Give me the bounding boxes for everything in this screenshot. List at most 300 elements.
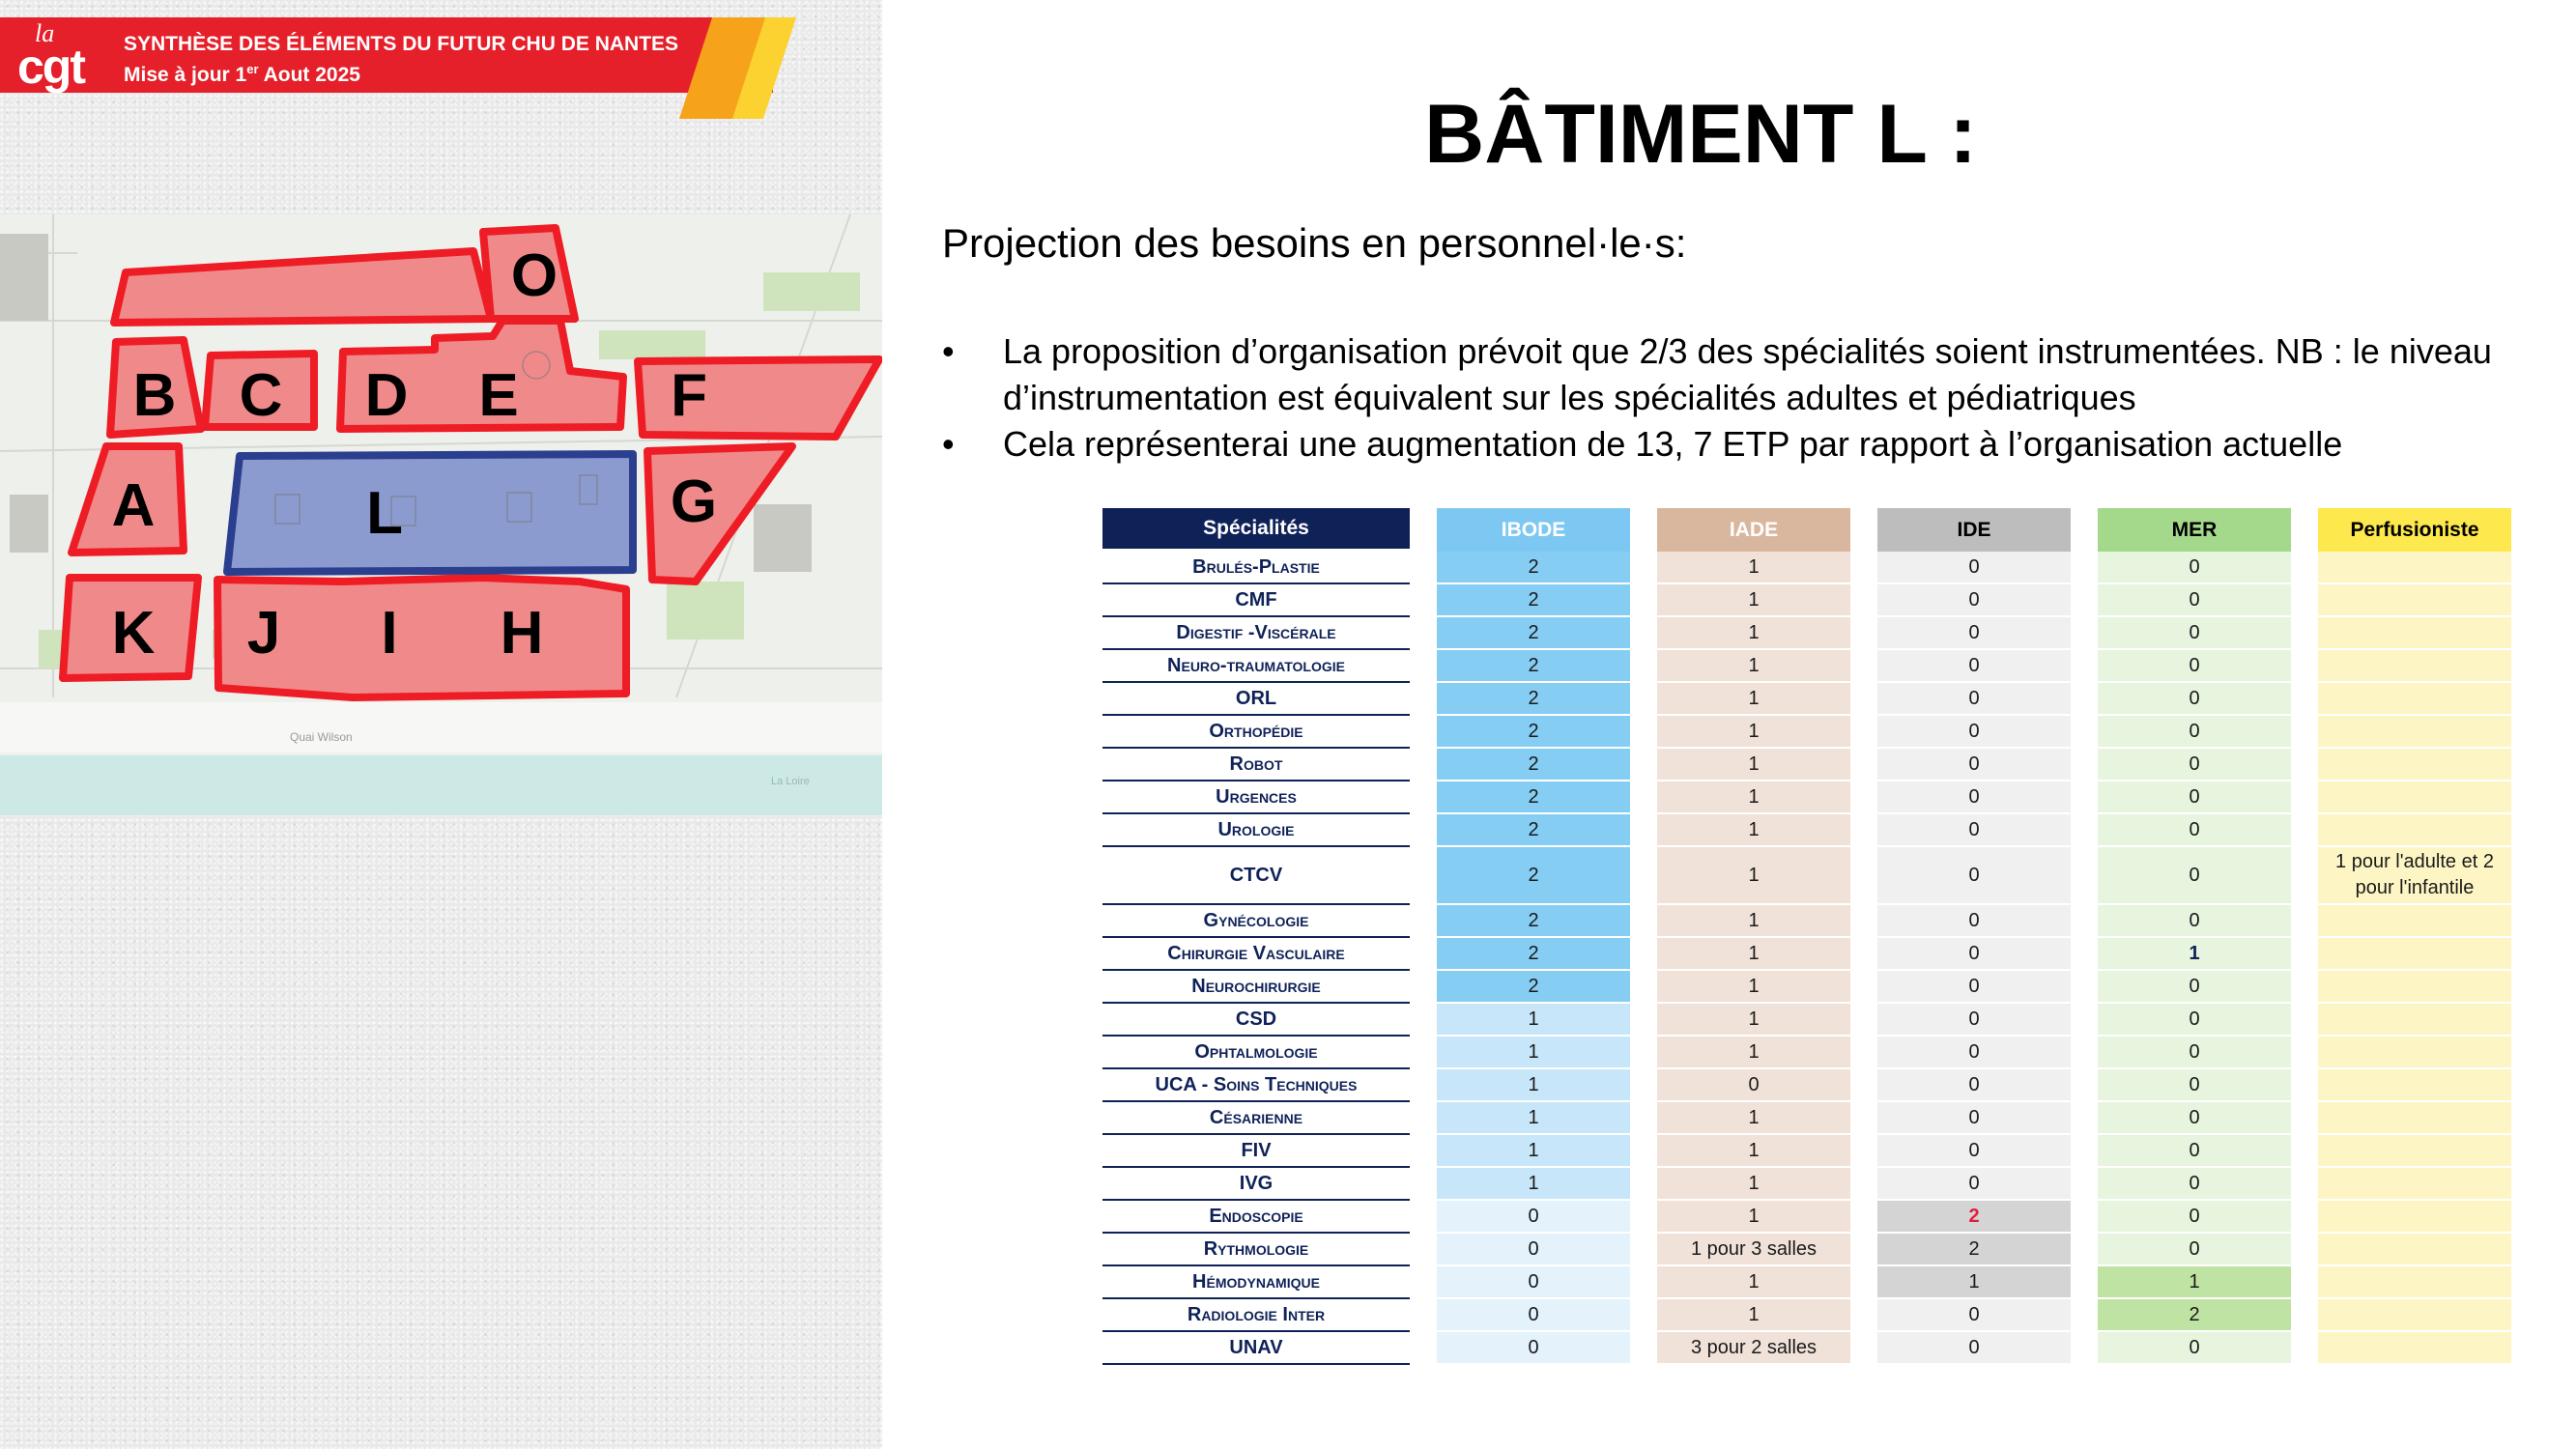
letter-f: F <box>671 362 707 429</box>
cell-perfusioniste <box>2318 1069 2511 1102</box>
cell-gap <box>2291 716 2318 749</box>
cell-mer: 0 <box>2098 814 2291 847</box>
banner-subtitle-pre: Mise à jour 1 <box>124 64 247 86</box>
cell-ide: 1 <box>1877 1266 2071 1299</box>
cell-ide: 0 <box>1877 716 2071 749</box>
cell-gap <box>1410 905 1437 938</box>
cell-gap <box>2071 1332 2098 1365</box>
table-row <box>1102 1004 2511 1037</box>
cell-iade: 1 <box>1657 1037 1850 1069</box>
cell-gap <box>1850 716 1877 749</box>
cell-specialite: CSD <box>1102 1004 1410 1037</box>
cell-ide: 0 <box>1877 1299 2071 1332</box>
cell-iade: 0 <box>1657 1069 1850 1102</box>
cell-ibode: 2 <box>1437 584 1630 617</box>
cell-gap <box>1850 1234 1877 1266</box>
cell-mer: 0 <box>2098 1234 2291 1266</box>
cell-iade: 1 <box>1657 716 1850 749</box>
cell-perfusioniste <box>2318 1037 2511 1069</box>
table-row <box>1102 781 2511 814</box>
cell-perfusioniste <box>2318 938 2511 971</box>
cell-ibode: 2 <box>1437 781 1630 814</box>
letter-c: C <box>239 362 283 429</box>
cell-gap <box>2071 650 2098 683</box>
cell-gap <box>1850 1135 1877 1168</box>
cell-iade: 1 <box>1657 552 1850 584</box>
cell-gap <box>1630 584 1657 617</box>
cell-gap <box>1850 1037 1877 1069</box>
cell-gap <box>1850 1069 1877 1102</box>
header-iade: IADE <box>1657 508 1850 552</box>
bullet-text: La proposition d’organisation prévoit que 2/3 des spécialités soient instrumentées. NB : le niveau d’instrumentation est équivalent sur les spécialités adultes et pédiatriques <box>1003 331 2492 417</box>
cell-gap <box>1410 1069 1437 1102</box>
letter-o: O <box>510 242 558 309</box>
cell-gap <box>1630 938 1657 971</box>
cell-gap <box>1410 971 1437 1004</box>
banner-subtitle <box>124 62 360 87</box>
cell-specialite: CMF <box>1102 584 1410 617</box>
cell-mer: 2 <box>2098 1299 2291 1332</box>
cell-gap <box>2291 683 2318 716</box>
cell-ide: 0 <box>1877 749 2071 781</box>
header-gap <box>1850 508 1877 552</box>
cell-ibode: 0 <box>1437 1201 1630 1234</box>
cell-gap <box>1850 650 1877 683</box>
cell-ide: 0 <box>1877 1069 2071 1102</box>
cell-mer: 0 <box>2098 905 2291 938</box>
cell-gap <box>1410 1037 1437 1069</box>
cell-specialite: Radiologie Inter <box>1102 1299 1410 1332</box>
cell-perfusioniste <box>2318 650 2511 683</box>
cell-perfusioniste <box>2318 716 2511 749</box>
cell-gap <box>2291 650 2318 683</box>
cell-mer: 1 <box>2098 1266 2291 1299</box>
cell-gap <box>2071 749 2098 781</box>
cell-specialite: Robot <box>1102 749 1410 781</box>
cell-specialite: IVG <box>1102 1168 1410 1201</box>
cell-perfusioniste <box>2318 552 2511 584</box>
banner-subtitle-post: Aout 2025 <box>258 64 360 86</box>
cell-mer: 0 <box>2098 1102 2291 1135</box>
cell-ide: 0 <box>1877 617 2071 650</box>
cell-specialite: UCA - Soins Techniques <box>1102 1069 1410 1102</box>
cell-iade: 1 <box>1657 1168 1850 1201</box>
cell-gap <box>2291 1299 2318 1332</box>
logo-la-text: la <box>35 19 55 47</box>
cell-gap <box>2291 749 2318 781</box>
banner-subtitle-sup: er <box>246 62 259 76</box>
cell-gap <box>2291 1234 2318 1266</box>
cell-gap <box>1630 1299 1657 1332</box>
cell-specialite: Césarienne <box>1102 1102 1410 1135</box>
cell-gap <box>2071 584 2098 617</box>
cell-gap <box>1410 552 1437 584</box>
cell-gap <box>1410 1234 1437 1266</box>
cell-ibode: 2 <box>1437 683 1630 716</box>
letter-g: G <box>670 469 718 535</box>
cell-specialite: Orthopédie <box>1102 716 1410 749</box>
cell-specialite: Digestif -Viscérale <box>1102 617 1410 650</box>
cell-gap <box>2071 847 2098 905</box>
cell-gap <box>1630 683 1657 716</box>
cell-iade: 1 <box>1657 847 1850 905</box>
cell-ide: 0 <box>1877 1168 2071 1201</box>
cell-gap <box>2071 938 2098 971</box>
cell-specialite: Hémodynamique <box>1102 1266 1410 1299</box>
header-gap <box>1630 508 1657 552</box>
cell-ibode: 2 <box>1437 847 1630 905</box>
cell-gap <box>1850 781 1877 814</box>
cell-gap <box>1630 1037 1657 1069</box>
cell-mer: 0 <box>2098 716 2291 749</box>
cell-ide: 0 <box>1877 905 2071 938</box>
cell-ibode: 2 <box>1437 905 1630 938</box>
cell-gap <box>1850 584 1877 617</box>
cell-gap <box>1850 1004 1877 1037</box>
table-row <box>1102 683 2511 716</box>
cell-gap <box>1850 683 1877 716</box>
cell-iade: 1 <box>1657 1102 1850 1135</box>
cell-ibode: 2 <box>1437 650 1630 683</box>
letter-k: K <box>111 600 156 667</box>
header-mer: MER <box>2098 508 2291 552</box>
cell-iade: 1 <box>1657 905 1850 938</box>
table-row <box>1102 1037 2511 1069</box>
cell-gap <box>1410 1168 1437 1201</box>
cell-perfusioniste <box>2318 781 2511 814</box>
cell-mer: 0 <box>2098 650 2291 683</box>
table-header-row <box>1102 508 2511 552</box>
cell-perfusioniste <box>2318 584 2511 617</box>
cell-gap <box>1630 1168 1657 1201</box>
cell-ide: 0 <box>1877 971 2071 1004</box>
cell-gap <box>2071 716 2098 749</box>
cell-mer: 0 <box>2098 749 2291 781</box>
table-body <box>1102 552 2511 1365</box>
cell-iade: 1 <box>1657 749 1850 781</box>
table-row <box>1102 650 2511 683</box>
cell-specialite: Brulés-Plastie <box>1102 552 1410 584</box>
cell-perfusioniste <box>2318 617 2511 650</box>
cell-gap <box>1410 1201 1437 1234</box>
cell-ibode: 1 <box>1437 1069 1630 1102</box>
cell-gap <box>2291 847 2318 905</box>
cell-gap <box>1850 814 1877 847</box>
header-gap <box>1410 508 1437 552</box>
cell-ide: 0 <box>1877 1037 2071 1069</box>
cell-perfusioniste <box>2318 1168 2511 1201</box>
cell-perfusioniste <box>2318 749 2511 781</box>
cell-mer: 0 <box>2098 617 2291 650</box>
cell-ibode: 0 <box>1437 1299 1630 1332</box>
cell-gap <box>1630 552 1657 584</box>
cell-gap <box>1410 1135 1437 1168</box>
cell-ibode: 2 <box>1437 938 1630 971</box>
cell-ibode: 1 <box>1437 1168 1630 1201</box>
cell-gap <box>2071 1266 2098 1299</box>
cell-gap <box>1410 617 1437 650</box>
letter-j: J <box>246 600 281 667</box>
cell-gap <box>1850 1168 1877 1201</box>
cell-ibode: 2 <box>1437 814 1630 847</box>
letter-e: E <box>478 362 519 429</box>
cell-gap <box>1630 1135 1657 1168</box>
quay-road <box>0 702 882 753</box>
cell-gap <box>2071 1168 2098 1201</box>
cell-specialite: Neurochirurgie <box>1102 971 1410 1004</box>
header-perfusioniste: Perfusioniste <box>2318 508 2511 552</box>
bullet-text: Cela représenterai une augmentation de 13, 7 ETP par rapport à l’organisation actuelle <box>1003 424 2343 464</box>
bullet-dot: • <box>942 424 955 464</box>
cell-mer: 0 <box>2098 1332 2291 1365</box>
cell-gap <box>2071 1069 2098 1102</box>
cell-gap <box>2071 971 2098 1004</box>
building-l-highlight <box>227 454 633 572</box>
cell-gap <box>1410 1299 1437 1332</box>
cell-gap <box>1410 814 1437 847</box>
cell-gap <box>2071 1102 2098 1135</box>
cell-perfusioniste <box>2318 1234 2511 1266</box>
cell-gap <box>2291 1266 2318 1299</box>
cell-gap <box>1410 683 1437 716</box>
letter-i: I <box>381 600 398 667</box>
cell-specialite: Rythmologie <box>1102 1234 1410 1266</box>
cell-gap <box>2291 552 2318 584</box>
cell-gap <box>1410 1102 1437 1135</box>
cell-gap <box>1410 1004 1437 1037</box>
cell-ibode: 1 <box>1437 1037 1630 1069</box>
cell-mer: 0 <box>2098 1037 2291 1069</box>
cell-gap <box>2071 552 2098 584</box>
cell-iade: 1 <box>1657 650 1850 683</box>
table-row <box>1102 1234 2511 1266</box>
cell-gap <box>2291 1332 2318 1365</box>
cell-gap <box>2071 1201 2098 1234</box>
table-row <box>1102 814 2511 847</box>
cell-gap <box>1850 938 1877 971</box>
cell-gap <box>1630 650 1657 683</box>
cell-ibode: 2 <box>1437 617 1630 650</box>
cell-iade: 1 <box>1657 1004 1850 1037</box>
street-label-quai-wilson: Quai Wilson <box>290 730 353 744</box>
cell-gap <box>1630 1102 1657 1135</box>
cell-gap <box>1850 1201 1877 1234</box>
bullet-dot: • <box>942 331 955 371</box>
letter-d: D <box>364 362 409 429</box>
table-row <box>1102 847 2511 905</box>
cell-ibode: 0 <box>1437 1234 1630 1266</box>
cell-iade: 1 <box>1657 1201 1850 1234</box>
cell-perfusioniste <box>2318 1004 2511 1037</box>
cell-gap <box>1630 814 1657 847</box>
cell-ide: 0 <box>1877 1004 2071 1037</box>
header-gap <box>2071 508 2098 552</box>
cell-gap <box>1410 847 1437 905</box>
header-specialites: Spécialités <box>1102 508 1410 552</box>
table-row <box>1102 905 2511 938</box>
table-row <box>1102 938 2511 971</box>
table-row <box>1102 1069 2511 1102</box>
cell-ide: 0 <box>1877 1332 2071 1365</box>
cell-mer: 0 <box>2098 1168 2291 1201</box>
cell-mer: 1 <box>2098 938 2291 971</box>
cell-iade: 1 <box>1657 814 1850 847</box>
cell-ide: 0 <box>1877 1102 2071 1135</box>
cell-ide: 0 <box>1877 552 2071 584</box>
cell-gap <box>2291 1168 2318 1201</box>
cell-mer: 0 <box>2098 847 2291 905</box>
cell-gap <box>1410 650 1437 683</box>
cell-specialite: FIV <box>1102 1135 1410 1168</box>
cell-gap <box>2291 1135 2318 1168</box>
cell-gap <box>2291 1102 2318 1135</box>
cell-iade: 1 <box>1657 1266 1850 1299</box>
cell-iade: 1 <box>1657 781 1850 814</box>
cell-iade: 1 <box>1657 971 1850 1004</box>
cell-ide: 0 <box>1877 814 2071 847</box>
cell-iade: 1 pour 3 salles <box>1657 1234 1850 1266</box>
site-map-svg <box>0 214 882 815</box>
cell-gap <box>2291 1004 2318 1037</box>
cell-mer: 0 <box>2098 552 2291 584</box>
letter-h: H <box>500 600 544 667</box>
cell-ibode: 2 <box>1437 716 1630 749</box>
cgt-logo <box>15 19 104 94</box>
header-ide: IDE <box>1877 508 2071 552</box>
cell-gap <box>2071 1037 2098 1069</box>
header-ibode: IBODE <box>1437 508 1630 552</box>
table-row <box>1102 1332 2511 1365</box>
cell-ibode: 0 <box>1437 1332 1630 1365</box>
cell-gap <box>1630 905 1657 938</box>
cell-specialite: Ophtalmologie <box>1102 1037 1410 1069</box>
cell-iade: 1 <box>1657 617 1850 650</box>
cell-perfusioniste <box>2318 814 2511 847</box>
cell-gap <box>2071 905 2098 938</box>
cell-mer: 0 <box>2098 1069 2291 1102</box>
table-row <box>1102 1135 2511 1168</box>
cell-iade: 1 <box>1657 683 1850 716</box>
cell-gap <box>1630 781 1657 814</box>
cell-specialite: Urgences <box>1102 781 1410 814</box>
cell-gap <box>2291 584 2318 617</box>
cell-gap <box>1630 1201 1657 1234</box>
cell-gap <box>1630 1234 1657 1266</box>
cell-perfusioniste <box>2318 1332 2511 1365</box>
cell-gap <box>2071 1004 2098 1037</box>
cell-gap <box>1850 1332 1877 1365</box>
logo-cgt-text: cgt <box>17 40 84 94</box>
cell-iade: 1 <box>1657 938 1850 971</box>
cell-ibode: 2 <box>1437 749 1630 781</box>
table-row <box>1102 1299 2511 1332</box>
cell-gap <box>1850 1102 1877 1135</box>
cell-iade: 1 <box>1657 1299 1850 1332</box>
cell-iade: 1 <box>1657 584 1850 617</box>
cell-mer: 0 <box>2098 1004 2291 1037</box>
cell-ibode: 1 <box>1437 1004 1630 1037</box>
cell-gap <box>1850 617 1877 650</box>
table-row <box>1102 749 2511 781</box>
staffing-table <box>1102 508 2511 1365</box>
cell-gap <box>1630 847 1657 905</box>
cell-gap <box>2291 814 2318 847</box>
cell-gap <box>1630 1004 1657 1037</box>
table-row <box>1102 1266 2511 1299</box>
cell-perfusioniste <box>2318 971 2511 1004</box>
cell-gap <box>2071 617 2098 650</box>
cell-ide: 0 <box>1877 683 2071 716</box>
cell-ibode: 2 <box>1437 971 1630 1004</box>
cell-gap <box>1850 1266 1877 1299</box>
cell-mer: 0 <box>2098 1135 2291 1168</box>
table-row <box>1102 1201 2511 1234</box>
cell-gap <box>2291 1069 2318 1102</box>
cell-ide: 0 <box>1877 584 2071 617</box>
cell-perfusioniste: 1 pour l'adulte et 2 pour l'infantile <box>2318 847 2511 905</box>
cell-gap <box>1850 971 1877 1004</box>
cell-gap <box>1630 716 1657 749</box>
cell-iade: 3 pour 2 salles <box>1657 1332 1850 1365</box>
cell-mer: 0 <box>2098 971 2291 1004</box>
river <box>0 755 882 815</box>
cell-gap <box>2291 781 2318 814</box>
cell-ide: 0 <box>1877 938 2071 971</box>
bullet-item <box>942 328 2546 421</box>
cell-gap <box>2071 814 2098 847</box>
cell-ibode: 2 <box>1437 552 1630 584</box>
page-title: BÂTIMENT L : <box>1424 88 1977 181</box>
section-heading: Projection des besoins en personnel·le·s: <box>942 220 1687 266</box>
site-map <box>0 214 882 815</box>
table-row <box>1102 617 2511 650</box>
cell-perfusioniste <box>2318 683 2511 716</box>
cell-gap <box>1630 617 1657 650</box>
cell-gap <box>1410 749 1437 781</box>
cell-gap <box>1410 1332 1437 1365</box>
cell-gap <box>2291 1201 2318 1234</box>
cell-specialite: ORL <box>1102 683 1410 716</box>
cell-gap <box>1850 847 1877 905</box>
cell-perfusioniste <box>2318 1102 2511 1135</box>
table-row <box>1102 552 2511 584</box>
cell-gap <box>1630 1266 1657 1299</box>
cell-gap <box>1850 552 1877 584</box>
cell-gap <box>2291 1037 2318 1069</box>
cell-ibode: 1 <box>1437 1102 1630 1135</box>
cell-gap <box>2071 1234 2098 1266</box>
cell-gap <box>1630 1069 1657 1102</box>
cell-ide: 2 <box>1877 1201 2071 1234</box>
table-row <box>1102 1102 2511 1135</box>
cell-perfusioniste <box>2318 1201 2511 1234</box>
header-gap <box>2291 508 2318 552</box>
cell-mer: 0 <box>2098 683 2291 716</box>
cell-gap <box>1410 938 1437 971</box>
cell-gap <box>1410 781 1437 814</box>
cell-gap <box>2071 1299 2098 1332</box>
table-row <box>1102 1168 2511 1201</box>
cell-iade: 1 <box>1657 1135 1850 1168</box>
cell-ibode: 1 <box>1437 1135 1630 1168</box>
cell-specialite: CTCV <box>1102 847 1410 905</box>
cell-ide: 0 <box>1877 650 2071 683</box>
bullet-item <box>942 421 2546 468</box>
cell-gap <box>2071 683 2098 716</box>
table-row <box>1102 584 2511 617</box>
cell-specialite: Neuro-traumatologie <box>1102 650 1410 683</box>
cell-specialite: Chirurgie Vasculaire <box>1102 938 1410 971</box>
